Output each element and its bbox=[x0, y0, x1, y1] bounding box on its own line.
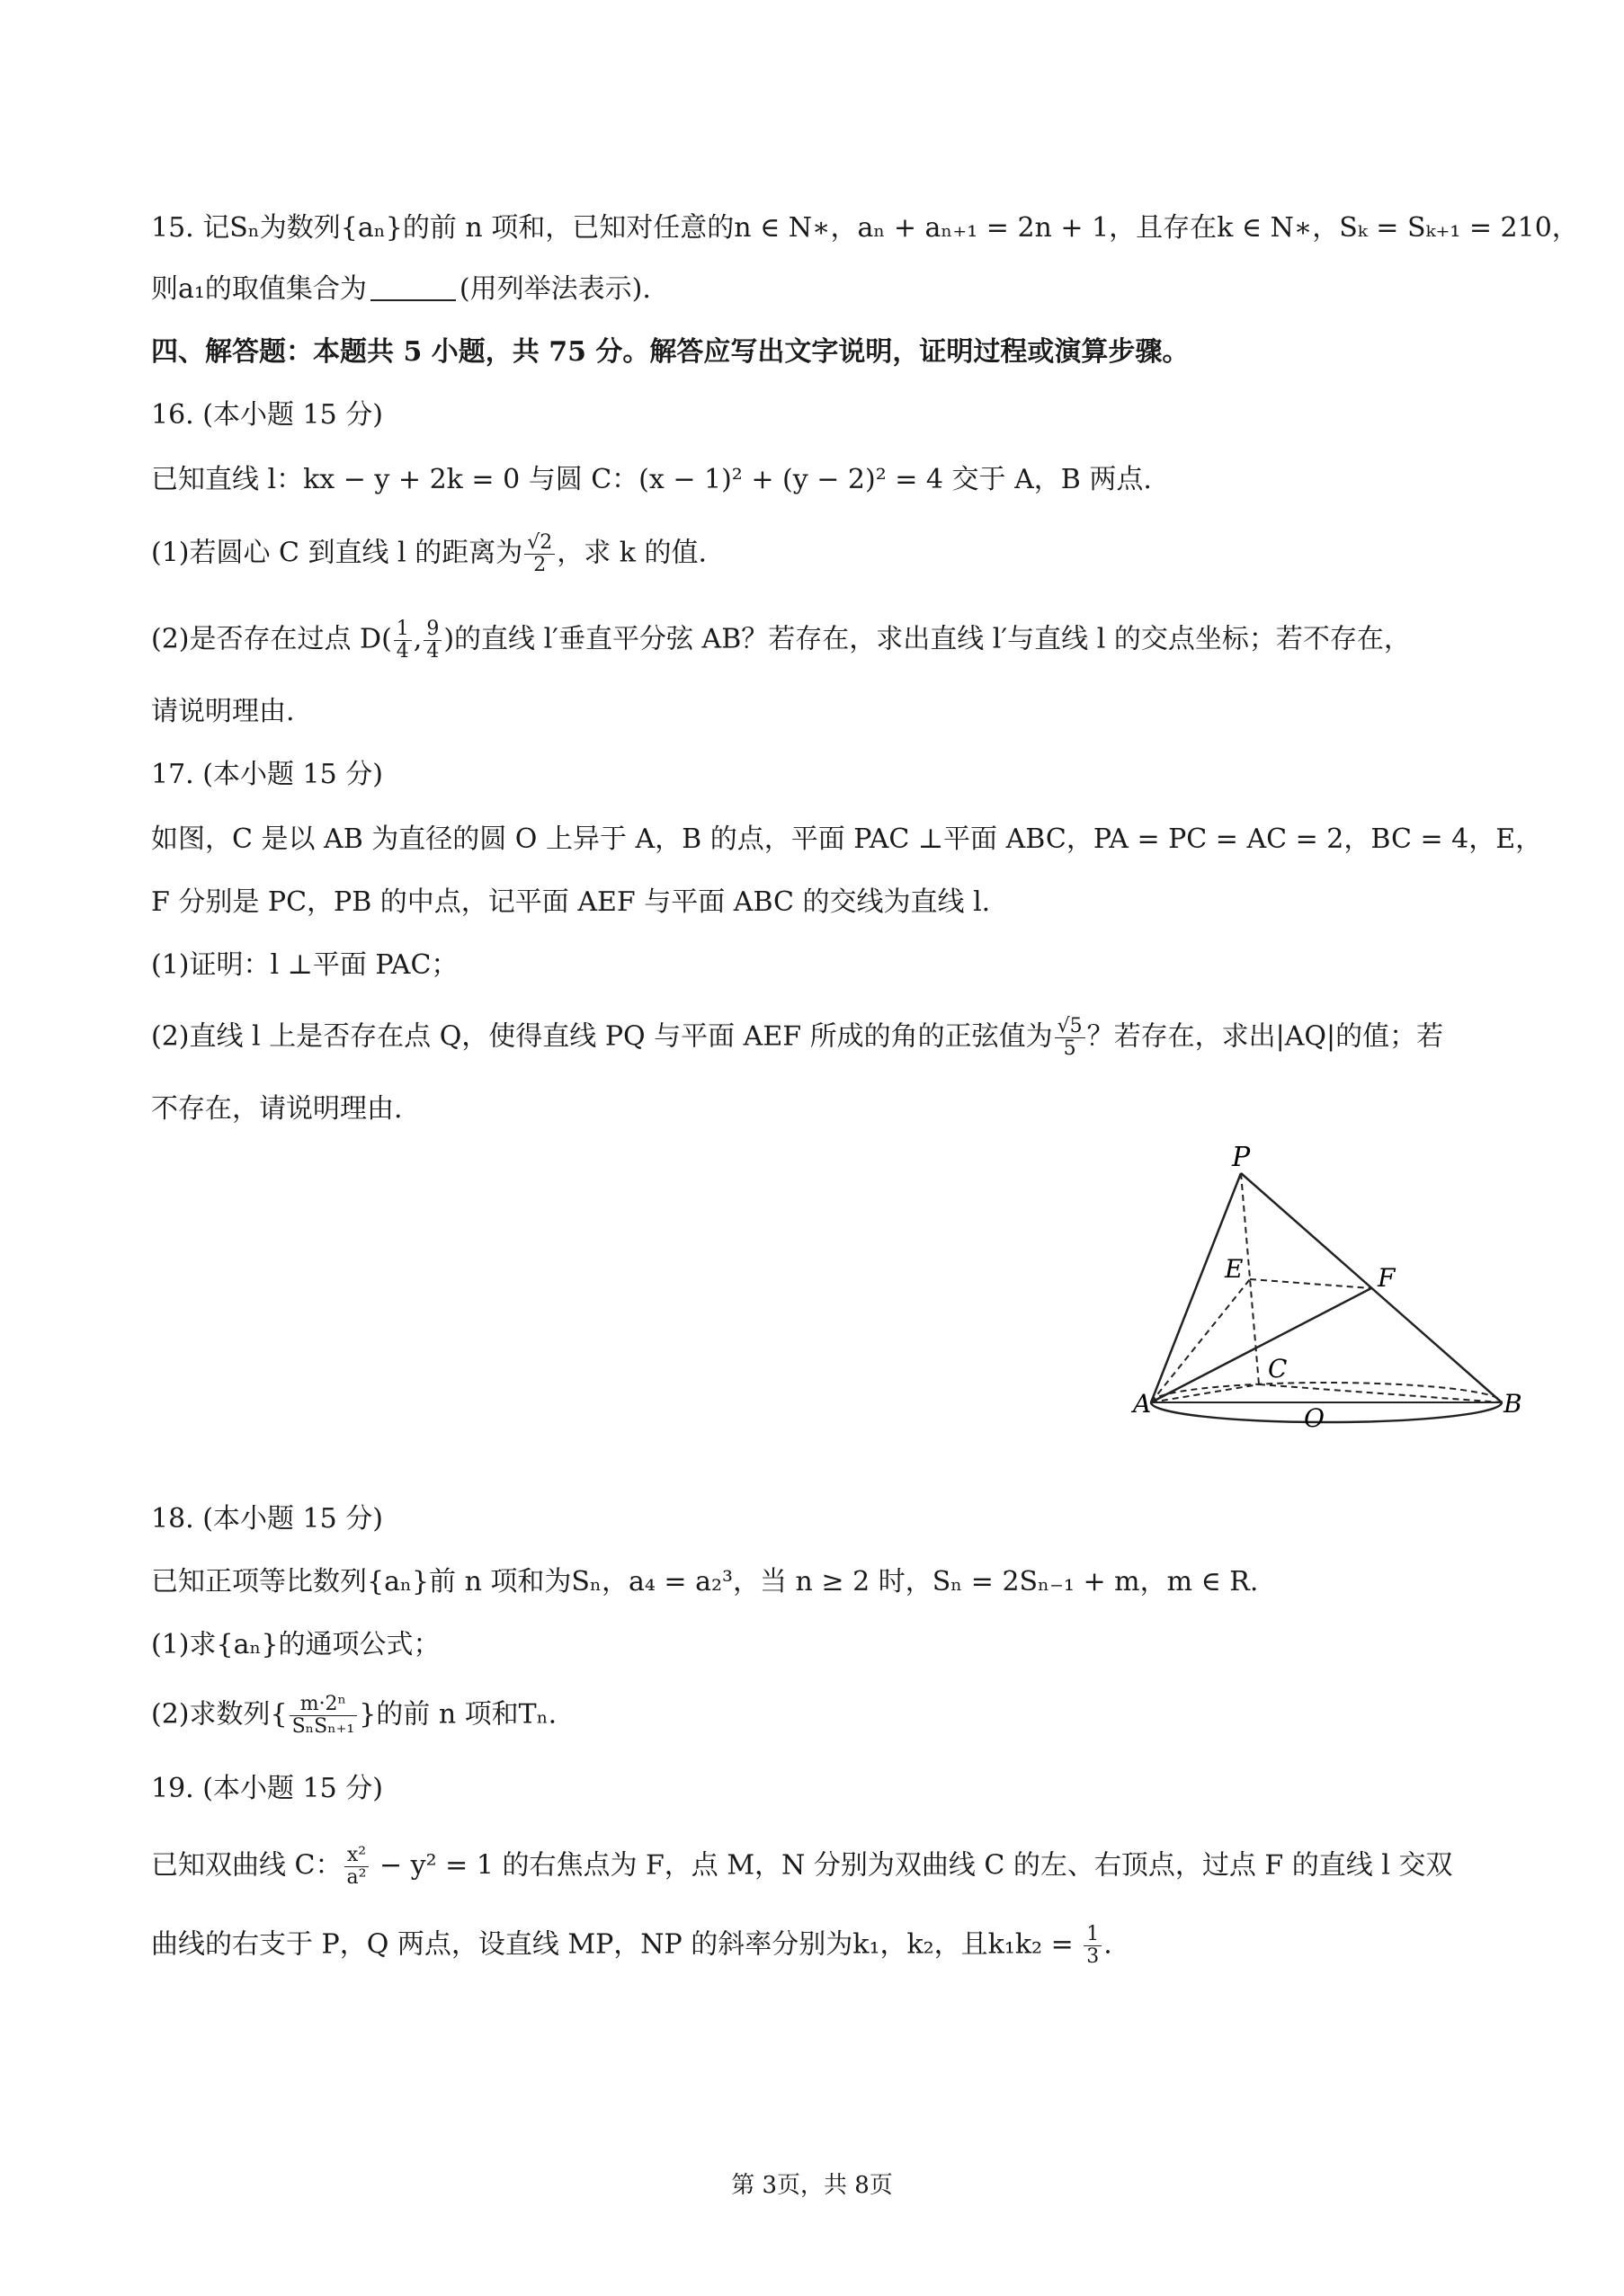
q16-part1 bbox=[151, 532, 1489, 576]
fraction-denominator: a² bbox=[346, 1866, 367, 1889]
q17-stem2: F 分别是 PC，PB 的中点，记平面 AEF 与平面 ABC 的交线为直线 l. bbox=[151, 886, 991, 918]
q18-stem: 已知正项等比数列{aₙ}前 n 项和为Sₙ，a₄ = a₂³，当 n ≥ 2 时，Sₙ = 2Sₙ₋₁ + m，m ∈ R. bbox=[151, 1566, 1259, 1597]
q17-part2-post: ？若存在，求出|AQ|的值；若 bbox=[1086, 1020, 1444, 1053]
q17-header: 17. (本小题 15 分) bbox=[151, 759, 383, 790]
page-footer: 第 3页，共 8页 bbox=[731, 2172, 893, 2199]
answer-blank bbox=[370, 272, 456, 301]
fraction bbox=[290, 1694, 358, 1738]
section-heading: 四、解答题：本题共 5 小题，共 75 分。解答应写出文字说明，证明过程或演算步骤。 bbox=[151, 336, 1190, 368]
q16-header: 16. (本小题 15 分) bbox=[151, 399, 383, 431]
geometry-figure bbox=[1133, 1142, 1522, 1456]
fraction-numerator: √2 bbox=[524, 532, 555, 555]
fraction-numerator: m·2ⁿ bbox=[290, 1694, 358, 1716]
fraction-denominator: SₙSₙ₊₁ bbox=[291, 1715, 355, 1738]
q19-stem2-pre: 曲线的右支于 P，Q 两点，设直线 MP，NP 的斜率分别为k₁，k₂，且k₁k₂ = bbox=[151, 1928, 1083, 1961]
base-circle-back-arc bbox=[1151, 1383, 1502, 1402]
label-C: C bbox=[1268, 1354, 1288, 1384]
q16-part1-post: ，求 k 的值. bbox=[557, 537, 708, 569]
fraction-denominator: 5 bbox=[1063, 1037, 1076, 1060]
fraction-denominator: 4 bbox=[426, 640, 440, 663]
label-O: O bbox=[1304, 1403, 1325, 1433]
q16-part2-pre: (2)是否存在过点 D( bbox=[151, 623, 392, 655]
label-P: P bbox=[1232, 1142, 1251, 1173]
base-circle-front-arc bbox=[1151, 1402, 1502, 1422]
fraction bbox=[524, 532, 555, 576]
fraction-numerator: 1 bbox=[1084, 1924, 1102, 1946]
fraction bbox=[1084, 1924, 1102, 1968]
edge-EF bbox=[1250, 1279, 1371, 1288]
q18-header: 18. (本小题 15 分) bbox=[151, 1503, 383, 1535]
fraction-numerator: 9 bbox=[424, 618, 442, 641]
label-F: F bbox=[1378, 1263, 1396, 1293]
q15-line2-pre: 则a₁的取值集合为 bbox=[151, 273, 367, 305]
label-A: A bbox=[1133, 1389, 1152, 1419]
q19-stem1 bbox=[151, 1845, 1489, 1889]
edge-CB bbox=[1259, 1384, 1502, 1402]
q17-part1: (1)证明：l ⊥平面 PAC； bbox=[151, 949, 459, 981]
q18-part1: (1)求{aₙ}的通项公式； bbox=[151, 1629, 441, 1660]
q16-part1-pre: (1)若圆心 C 到直线 l 的距离为 bbox=[151, 537, 523, 569]
fraction-denominator: 4 bbox=[396, 640, 409, 663]
edge-AE bbox=[1151, 1279, 1250, 1402]
q16-part2 bbox=[151, 618, 1489, 663]
fraction-denominator: 3 bbox=[1086, 1945, 1100, 1968]
q15-line1: 15. 记Sₙ为数列{aₙ}的前 n 项和，已知对任意的n ∈ N∗，aₙ + aₙ₊₁ = 2n + 1，且存在k ∈ N∗，Sₖ = Sₖ₊₁ = 210， bbox=[151, 212, 1579, 244]
label-E: E bbox=[1225, 1254, 1244, 1284]
q18-part2-post: }的前 n 项和Tₙ. bbox=[359, 1698, 558, 1731]
q17-stem1: 如图，C 是以 AB 为直径的圆 O 上异于 A，B 的点，平面 PAC ⊥平面 ABC，PA = PC = AC = 2，BC = 4，E， bbox=[151, 823, 1543, 855]
fraction-numerator: √5 bbox=[1055, 1016, 1085, 1038]
fraction bbox=[424, 618, 442, 663]
edge-PA bbox=[1151, 1173, 1244, 1402]
q15-line2 bbox=[151, 270, 1489, 309]
q16-stem: 已知直线 l：kx − y + 2k = 0 与圆 C：(x − 1)² + (y − 2)² = 4 交于 A，B 两点. bbox=[151, 464, 1152, 495]
edge-PC bbox=[1241, 1173, 1259, 1384]
q16-part2-line2: 请说明理由. bbox=[151, 696, 295, 727]
fraction bbox=[394, 618, 412, 663]
fraction-denominator: 2 bbox=[533, 554, 547, 576]
q17-part2 bbox=[151, 1016, 1489, 1060]
q19-stem2 bbox=[151, 1924, 1489, 1968]
fraction bbox=[344, 1845, 370, 1889]
q19-stem1-post: − y² = 1 的右焦点为 F，点 M，N 分别为双曲线 C 的左、右顶点，过点 F 的直线 l 交双 bbox=[370, 1849, 1453, 1882]
label-B: B bbox=[1504, 1389, 1522, 1419]
comma: , bbox=[413, 623, 423, 655]
fraction-numerator: 1 bbox=[394, 618, 412, 641]
q19-stem1-pre: 已知双曲线 C： bbox=[151, 1849, 343, 1882]
q18-part2-pre: (2)求数列{ bbox=[151, 1698, 288, 1731]
q19-header: 19. (本小题 15 分) bbox=[151, 1773, 383, 1804]
q17-part2-pre: (2)直线 l 上是否存在点 Q，使得直线 PQ 与平面 AEF 所成的角的正弦值为 bbox=[151, 1020, 1053, 1053]
fraction-numerator: x² bbox=[344, 1845, 370, 1867]
q19-stem2-post: . bbox=[1103, 1928, 1112, 1961]
q16-part2-post: )的直线 l′垂直平分弦 AB？若存在，求出直线 l′与直线 l 的交点坐标；若不存在， bbox=[443, 623, 1411, 655]
fraction bbox=[1055, 1016, 1085, 1060]
q17-part2-line2: 不存在，请说明理由. bbox=[151, 1093, 403, 1125]
q15-line2-post: (用列举法表示). bbox=[459, 273, 651, 305]
q18-part2 bbox=[151, 1694, 1489, 1738]
